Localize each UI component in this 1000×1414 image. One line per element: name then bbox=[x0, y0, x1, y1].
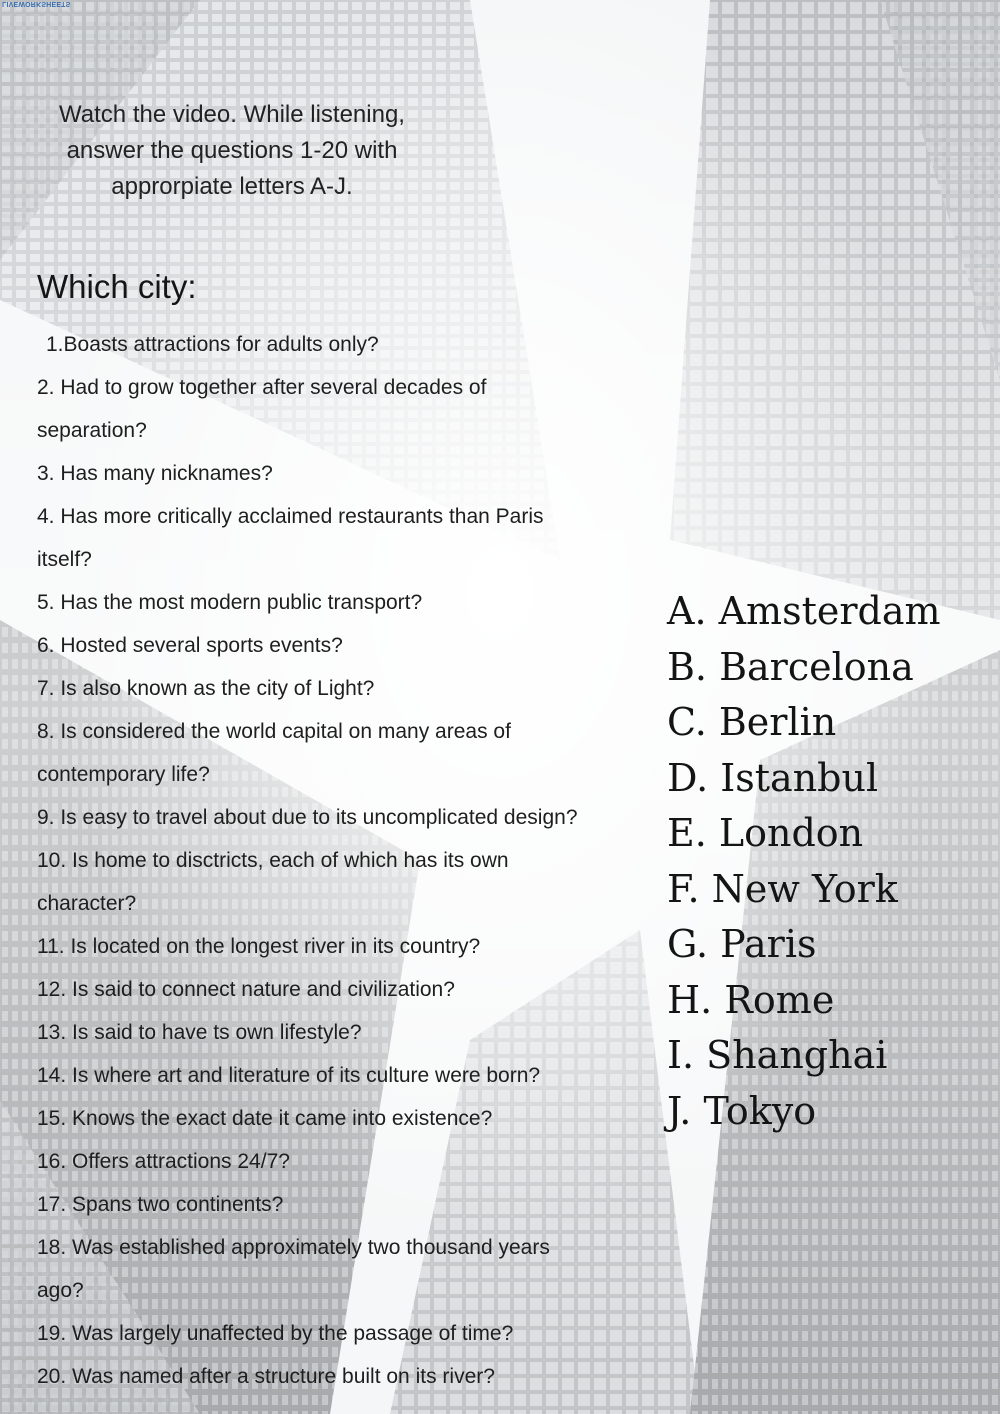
question-line: 6. Hosted several sports events? bbox=[37, 634, 343, 657]
question-line: character? bbox=[37, 892, 137, 915]
question-line: separation? bbox=[37, 419, 147, 442]
question-line: 2. Had to grow together after several decades of bbox=[37, 376, 487, 399]
question-line: 5. Has the most modern public transport? bbox=[37, 591, 423, 614]
question-line: 10. Is home to disctricts, each of which has its own bbox=[37, 849, 509, 872]
question-line: 7. Is also known as the city of Light? bbox=[37, 677, 375, 700]
question-line: 8. Is considered the world capital on many areas of bbox=[37, 720, 511, 743]
instructions-line: Watch the video. While listening, bbox=[59, 101, 405, 128]
city-options-list bbox=[667, 584, 941, 1139]
question-line: 14. Is where art and literature of its culture were born? bbox=[37, 1064, 541, 1087]
question-line: 1.Boasts attractions for adults only? bbox=[46, 333, 379, 356]
city-option: D. Istanbul bbox=[667, 755, 879, 800]
question-line: 9. Is easy to travel about due to its uncomplicated design? bbox=[37, 806, 578, 829]
question-line: 3. Has many nicknames? bbox=[37, 462, 273, 485]
city-option: A. Amsterdam bbox=[667, 589, 941, 633]
question-line: 16. Offers attractions 24/7? bbox=[37, 1150, 290, 1173]
city-option: G. Paris bbox=[667, 922, 817, 966]
city-option: F. New York bbox=[667, 866, 898, 911]
question-line: 12. Is said to connect nature and civilization? bbox=[37, 978, 455, 1001]
question-line: 19. Was largely unaffected by the passage of time? bbox=[37, 1322, 514, 1345]
city-option: B. Barcelona bbox=[667, 644, 914, 689]
city-option: H. Rome bbox=[667, 977, 835, 1022]
question-line: 13. Is said to have ts own lifestyle? bbox=[37, 1021, 362, 1044]
watermark: LIVEWORKSHEETS bbox=[2, 0, 71, 7]
question-line: 18. Was established approximately two thousand years bbox=[37, 1236, 550, 1259]
question-line: 15. Knows the exact date it came into existence? bbox=[37, 1107, 493, 1130]
instructions-line: answer the questions 1-20 with bbox=[66, 137, 398, 164]
question-line: 17. Spans two continents? bbox=[37, 1193, 284, 1216]
question-list bbox=[37, 323, 657, 1398]
instructions-line: approrpiate letters A-J. bbox=[111, 173, 353, 200]
question-line: contemporary life? bbox=[37, 763, 210, 786]
question-line: 4. Has more critically acclaimed restaurants than Paris bbox=[37, 505, 544, 528]
city-option: E. London bbox=[667, 811, 864, 855]
question-line: itself? bbox=[37, 548, 92, 571]
city-option: J. Tokyo bbox=[667, 1088, 817, 1133]
question-line: ago? bbox=[37, 1279, 84, 1302]
question-line: 20. Was named after a structure built on its river? bbox=[37, 1365, 495, 1388]
city-option: C. Berlin bbox=[667, 700, 837, 744]
section-heading: Which city: bbox=[37, 268, 197, 305]
instructions bbox=[30, 97, 434, 205]
city-option: I. Shanghai bbox=[667, 1033, 888, 1077]
question-line: 11. Is located on the longest river in its country? bbox=[37, 935, 481, 958]
